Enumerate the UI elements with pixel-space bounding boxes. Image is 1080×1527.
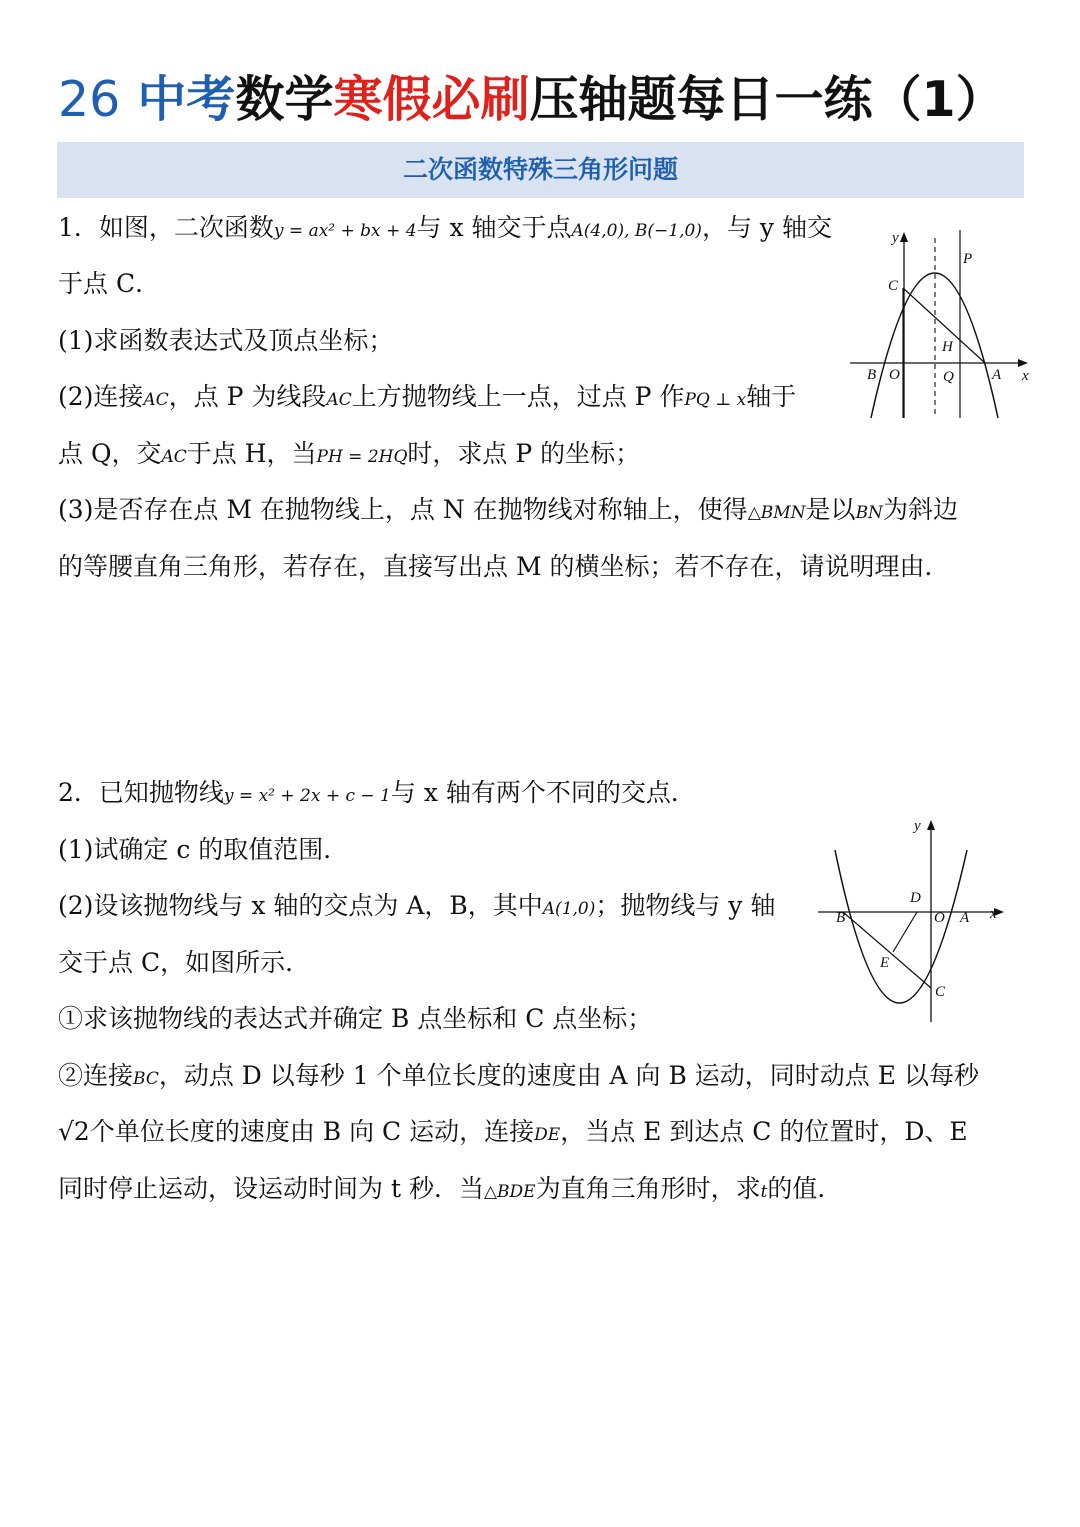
q1-y-arrow: [900, 232, 908, 242]
q2-sub-2-cont: √2个单位长度的速度由 B 向 C 运动，连接DE，当点 E 到达点 C 的位置时，D、E: [58, 1117, 968, 1146]
q2-parabola: [835, 850, 967, 1003]
q2-label-a: A: [960, 910, 970, 926]
q2-segment-bc: [843, 912, 931, 988]
q2-sub-2: ②连接BC，动点 D 以每秒 1 个单位长度的速度由 A 向 B 运动，同时动点 E 以每秒: [58, 1061, 979, 1090]
title-part-daily: 压轴题每日一练（1）: [529, 71, 1005, 128]
q2-sub-1: ①求该抛物线的表达式并确定 B 点坐标和 C 点坐标；: [58, 1004, 653, 1033]
title-part-math: 数学: [235, 71, 334, 128]
q2-y-arrow: [927, 820, 935, 830]
q2-label-x: x: [990, 906, 997, 922]
q1-line-2: 于点 C．: [58, 269, 161, 298]
q1-part-3: (3)是否存在点 M 在抛物线上，点 N 在抛物线对称轴上，使得△BMN是以BN为斜边: [58, 495, 958, 524]
q1-label-q: Q: [943, 369, 954, 385]
q2-line-1: 2．已知抛物线y = x² + 2x + c − 1与 x 轴有两个不同的交点．: [58, 778, 696, 807]
q1-label-o: O: [889, 367, 900, 383]
q1-label-x: x: [1022, 368, 1029, 384]
q2-label-d: D: [910, 890, 921, 906]
q2-segment-de: [893, 912, 917, 952]
q1-label-a: A: [992, 367, 1002, 383]
q1-line-1: 1．如图，二次函数y = ax² + bx + 4与 x 轴交于点A(4,0), B(−1,0)，与 y 轴交: [58, 213, 832, 242]
q2-label-b: B: [836, 910, 846, 926]
title-part-exam: 中考: [137, 71, 236, 128]
q2-part-1: (1)试确定 c 的取值范围．: [58, 835, 349, 864]
title-part-winter: 寒假必刷: [333, 71, 530, 128]
q1-part-1: (1)求函数表达式及顶点坐标；: [58, 326, 394, 355]
q2-sub-2-end: 同时停止运动，设运动时间为 t 秒．当△BDE为直角三角形时，求t的值．: [58, 1174, 843, 1203]
q1-label-c: C: [888, 278, 899, 294]
q1-points: A(4,0), B(−1,0): [571, 221, 702, 241]
q2-label-e: E: [880, 955, 890, 971]
title-number: 26: [58, 71, 121, 128]
q2-figure: [818, 812, 1018, 1027]
q1-formula: y = ax² + bx + 4: [273, 221, 417, 241]
q1-label-b: B: [867, 367, 877, 383]
q2-part-2: (2)设该抛物线与 x 轴的交点为 A，B，其中A(1,0)；抛物线与 y 轴: [58, 891, 776, 920]
q1-label-y: y: [892, 230, 899, 246]
q1-label-h: H: [942, 339, 953, 355]
q2-formula: y = x² + 2x + c − 1: [223, 786, 391, 806]
q1-x-arrow: [1018, 359, 1028, 367]
q1-label-p: P: [963, 251, 973, 267]
q1-part-3-cont: 的等腰直角三角形，若存在，直接写出点 M 的横坐标；若不存在，请说明理由．: [58, 552, 950, 581]
q2-label-o: O: [934, 910, 945, 926]
q2-label-y: y: [914, 818, 921, 834]
q1-part-2-cont: 点 Q，交AC于点 H，当PH = 2HQ时，求点 P 的坐标；: [58, 439, 641, 468]
q2-part-2-cont: 交于点 C，如图所示．: [58, 948, 311, 977]
section-banner: 二次函数特殊三角形问题: [57, 142, 1024, 198]
q1-figure: [846, 222, 1036, 422]
page-title: [58, 62, 1068, 138]
q1-part-2: (2)连接AC，点 P 为线段AC上方抛物线上一点，过点 P 作PQ ⊥ x轴于: [58, 382, 797, 411]
q2-label-c: C: [935, 984, 946, 1000]
